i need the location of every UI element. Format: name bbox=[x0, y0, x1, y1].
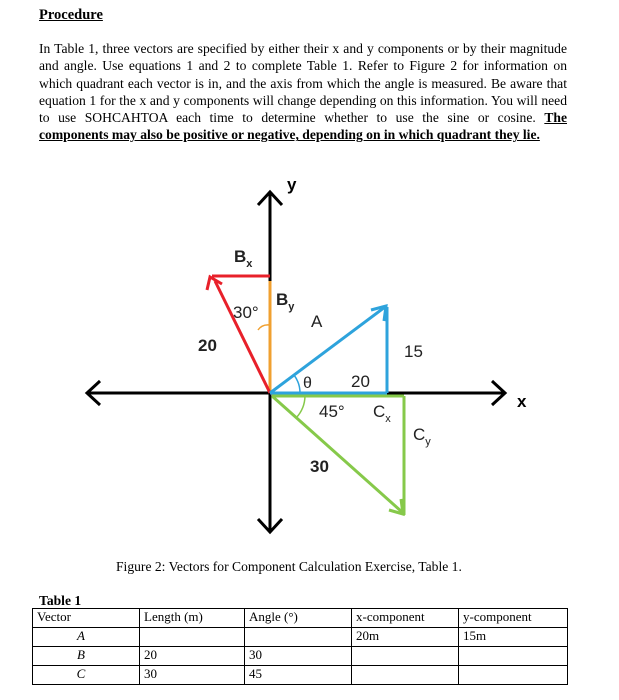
row-a-x: 20m bbox=[352, 628, 459, 647]
vector-b bbox=[215, 281, 270, 393]
row-c-angle: 45 bbox=[245, 666, 352, 685]
label-cy: $C_y$ bbox=[413, 425, 431, 448]
table-row bbox=[33, 647, 568, 666]
y-axis-label: y bbox=[287, 175, 297, 194]
row-c-y bbox=[459, 666, 568, 685]
label-length-c: 30 bbox=[310, 457, 329, 476]
row-a-length bbox=[140, 628, 245, 647]
x-axis-label: x bbox=[517, 392, 527, 411]
label-angle-c: 45° bbox=[319, 402, 345, 421]
header-y-component: y-component bbox=[459, 609, 568, 628]
angle-arc-c bbox=[296, 396, 305, 418]
procedure-heading: Procedure bbox=[39, 7, 103, 23]
table-title: Table 1 bbox=[39, 593, 82, 608]
label-ay-length: 15 bbox=[404, 342, 423, 361]
row-b-angle: 30 bbox=[245, 647, 352, 666]
figure-caption: Figure 2: Vectors for Component Calculation Exercise, Table 1. bbox=[116, 559, 462, 574]
label-theta: θ bbox=[303, 375, 312, 392]
header-vector: Vector bbox=[33, 609, 140, 628]
row-b-vector: B⃗ bbox=[33, 647, 140, 666]
row-b-x bbox=[352, 647, 459, 666]
row-a-y: 15m bbox=[459, 628, 568, 647]
label-by: $B_y$ bbox=[276, 290, 295, 313]
row-a-vector: A⃗ bbox=[33, 628, 140, 647]
header-length: Length (m) bbox=[140, 609, 245, 628]
table-row bbox=[33, 666, 568, 685]
vector-table bbox=[32, 608, 568, 685]
label-vec-a: A bbox=[311, 312, 323, 331]
label-ax-length: 20 bbox=[351, 372, 370, 391]
row-c-x bbox=[352, 666, 459, 685]
vector-b-group bbox=[207, 276, 270, 393]
angle-arc-b bbox=[258, 325, 270, 330]
row-c-vector: C⃗ bbox=[33, 666, 140, 685]
procedure-paragraph bbox=[39, 40, 567, 144]
label-length-b: 20 bbox=[198, 336, 217, 355]
label-cx: $C_x$ bbox=[373, 402, 391, 425]
procedure-text: In Table 1, three vectors are specified by either their x and y components or by their magnitude and angle. Use equations 1 and 2 to complete Table 1. Refer to Figure 2 for information on which quadrant each vector is in, and the axis from which the angle is measured. Be aware that equation 1 for the x and y components will change depending on this information. You will need to use SOHCAHTOA each time to determine whether to use the sine or cosine. bbox=[39, 41, 567, 126]
procedure-emphasis: The components may also be positive or negative, depending on in which quadrant they lie. bbox=[39, 110, 567, 143]
axis-arrowheads bbox=[87, 192, 505, 532]
table-row bbox=[33, 628, 568, 647]
row-b-y bbox=[459, 647, 568, 666]
row-b-length: 20 bbox=[140, 647, 245, 666]
label-bx: $B_x$ bbox=[234, 247, 253, 270]
table-header-row bbox=[33, 609, 568, 628]
vector-figure bbox=[0, 170, 619, 555]
row-c-length: 30 bbox=[140, 666, 245, 685]
axes bbox=[88, 192, 505, 532]
row-a-angle bbox=[245, 628, 352, 647]
header-x-component: x-component bbox=[352, 609, 459, 628]
label-angle-b: 30° bbox=[233, 303, 259, 322]
header-angle: Angle (°) bbox=[245, 609, 352, 628]
theta-arc bbox=[294, 375, 300, 393]
